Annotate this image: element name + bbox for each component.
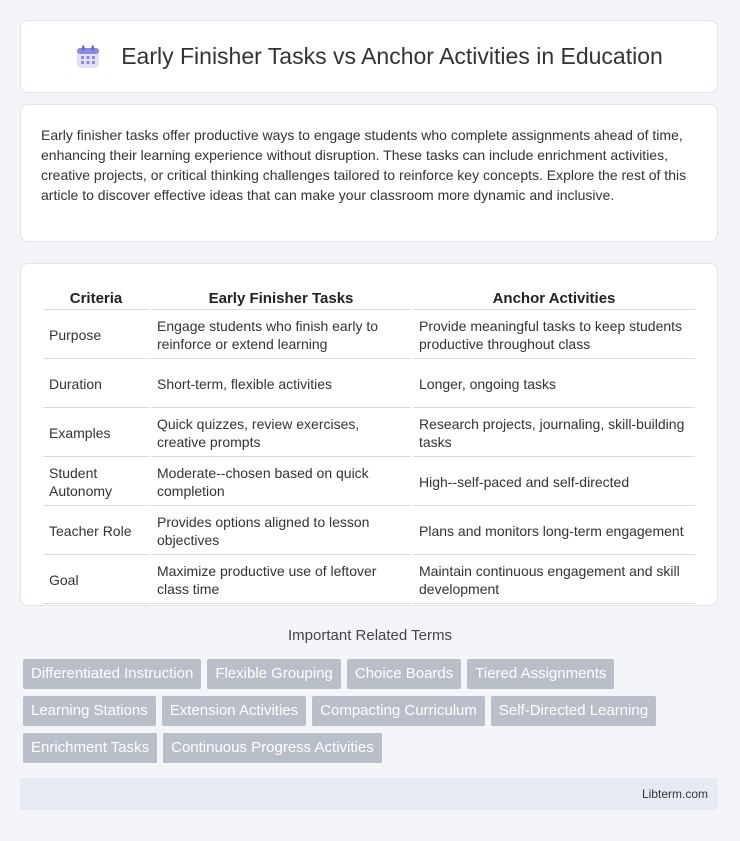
criteria-cell: Teacher Role <box>43 508 149 555</box>
table-row <box>43 361 695 408</box>
calendar-icon <box>75 44 101 70</box>
anchor-cell: Research projects, journaling, skill-building tasks <box>413 410 695 457</box>
footer-site-link[interactable]: Libterm.com <box>641 787 708 801</box>
anchor-cell: High--self-paced and self-directed <box>413 459 695 506</box>
intro-paragraph: Early finisher tasks offer productive ways to engage students who complete assignments ahead of time, enhancing their learning experience without disruption. These tasks can include enrichment activities, creative projects, or critical thinking challenges tailored to reinforce key concepts. Explore the rest of this article to discover effective ideas that can make your classroom more dynamic and inclusive. <box>41 127 687 203</box>
anchor-cell: Longer, ongoing tasks <box>413 361 695 408</box>
page-title: Early Finisher Tasks vs Anchor Activities in Education <box>121 43 663 69</box>
related-term-tag[interactable]: Compacting Curriculum <box>312 696 485 726</box>
table-row <box>43 508 695 555</box>
criteria-cell: Student Autonomy <box>43 459 149 506</box>
intro-card <box>20 104 718 242</box>
early-finisher-cell: Quick quizzes, review exercises, creative prompts <box>151 410 411 457</box>
header-anchor: Anchor Activities <box>413 286 695 310</box>
anchor-cell: Maintain continuous engagement and skill development <box>413 557 695 604</box>
early-finisher-cell: Maximize productive use of leftover class time <box>151 557 411 604</box>
criteria-cell: Purpose <box>43 312 149 359</box>
header-early-finisher: Early Finisher Tasks <box>151 286 411 310</box>
criteria-cell: Duration <box>43 361 149 408</box>
related-term-tag[interactable]: Enrichment Tasks <box>23 733 157 763</box>
related-term-tag[interactable]: Continuous Progress Activities <box>163 733 382 763</box>
related-term-tag[interactable]: Learning Stations <box>23 696 156 726</box>
header-criteria: Criteria <box>43 286 149 310</box>
table-header-row <box>43 286 695 310</box>
related-term-tag[interactable]: Extension Activities <box>162 696 306 726</box>
related-term-tag[interactable]: Flexible Grouping <box>207 659 341 689</box>
related-terms-list <box>23 659 723 763</box>
related-term-tag[interactable]: Differentiated Instruction <box>23 659 201 689</box>
table-row <box>43 410 695 457</box>
related-term-tag[interactable]: Tiered Assignments <box>467 659 614 689</box>
footer <box>20 778 718 810</box>
related-terms-heading: Important Related Terms <box>288 627 452 644</box>
comparison-table <box>41 284 697 606</box>
early-finisher-cell: Provides options aligned to lesson objectives <box>151 508 411 555</box>
criteria-cell: Goal <box>43 557 149 604</box>
table-row <box>43 557 695 604</box>
early-finisher-cell: Engage students who finish early to reinforce or extend learning <box>151 312 411 359</box>
criteria-cell: Examples <box>43 410 149 457</box>
early-finisher-cell: Moderate--chosen based on quick completion <box>151 459 411 506</box>
table-row <box>43 459 695 506</box>
related-term-tag[interactable]: Self-Directed Learning <box>491 696 656 726</box>
early-finisher-cell: Short-term, flexible activities <box>151 361 411 408</box>
related-term-tag[interactable]: Choice Boards <box>347 659 461 689</box>
table-row <box>43 312 695 359</box>
anchor-cell: Provide meaningful tasks to keep students productive throughout class <box>413 312 695 359</box>
title-card <box>20 20 718 93</box>
comparison-card <box>20 263 718 606</box>
anchor-cell: Plans and monitors long-term engagement <box>413 508 695 555</box>
